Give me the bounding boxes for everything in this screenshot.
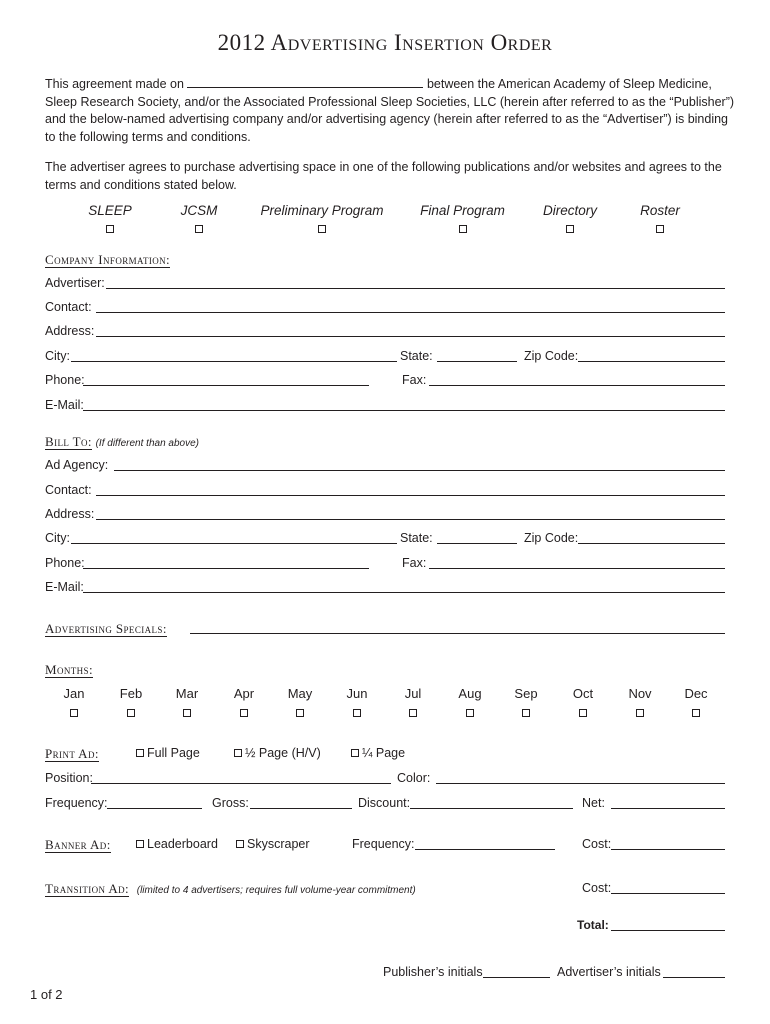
zip-field[interactable] [578, 361, 725, 362]
skyscraper-checkbox[interactable] [236, 840, 244, 848]
month-label: Jan [63, 686, 85, 701]
month-jan-checkbox[interactable] [70, 709, 78, 717]
month-mar-checkbox[interactable] [183, 709, 191, 717]
publication-label: Directory [542, 203, 597, 218]
phone-field[interactable] [83, 385, 369, 386]
publication-label: Preliminary Program [260, 203, 384, 218]
zip-label: Zip Code: [524, 349, 579, 363]
contact-field[interactable] [96, 312, 725, 313]
publisher-initials-field[interactable] [483, 977, 550, 978]
bill-zip-field[interactable] [578, 543, 725, 544]
contact-label: Contact: [45, 300, 92, 314]
half-page-label: ½ Page (H/V) [245, 746, 321, 760]
publication-jcsm [169, 203, 229, 236]
month-label: Apr [233, 686, 255, 701]
banner-cost-field[interactable] [611, 849, 725, 850]
state-label: State: [400, 349, 433, 363]
state-field[interactable] [437, 361, 517, 362]
full-page-label: Full Page [147, 746, 200, 760]
bill-to-heading: Bill To: (If different than above) [45, 434, 199, 449]
position-field[interactable] [91, 783, 391, 784]
bill-contact-label: Contact: [45, 483, 92, 497]
publication-directory-checkbox[interactable] [566, 225, 574, 233]
agree-line2: terms and conditions stated below. [45, 177, 237, 192]
month-label: Oct [572, 686, 594, 701]
month-label: Aug [458, 686, 482, 701]
month-jan [54, 686, 94, 720]
advertising-specials-field[interactable] [190, 633, 725, 634]
publication-label: Final Program [420, 203, 505, 218]
publisher-initials-label: Publisher’s initials [383, 965, 483, 979]
full-page-checkbox[interactable] [136, 749, 144, 757]
bill-fax-field[interactable] [429, 568, 725, 569]
advertising-specials-heading: Advertising Specials: [45, 621, 167, 636]
ad-agency-label: Ad Agency: [45, 458, 109, 472]
month-dec [676, 686, 716, 720]
publication-label: Roster [640, 203, 680, 218]
month-jul-checkbox[interactable] [409, 709, 417, 717]
bill-fax-label: Fax: [402, 556, 427, 570]
ad-agency-field[interactable] [114, 470, 725, 471]
bill-address-field[interactable] [96, 519, 725, 520]
month-label: May [287, 686, 313, 701]
month-may [280, 686, 320, 720]
city-label: City: [45, 349, 70, 363]
month-label: Mar [175, 686, 199, 701]
net-field[interactable] [611, 808, 725, 809]
total-label: Total: [577, 918, 609, 932]
month-label: Jun [346, 686, 368, 701]
transition-cost-label: Cost: [582, 881, 612, 895]
skyscraper-label: Skyscraper [247, 837, 310, 851]
page-number: 1 of 2 [30, 987, 63, 1002]
bill-email-field[interactable] [83, 592, 725, 593]
publication-roster [630, 203, 690, 236]
banner-frequency-label: Frequency: [352, 837, 415, 851]
color-field[interactable] [436, 783, 725, 784]
banner-frequency-field[interactable] [415, 849, 555, 850]
address-field[interactable] [96, 336, 725, 337]
bill-phone-field[interactable] [83, 568, 369, 569]
company-info-heading: Company Information: [45, 252, 171, 267]
publication-roster-checkbox[interactable] [656, 225, 664, 233]
print-ad-heading: Print Ad: [45, 746, 99, 761]
intro-part1: This agreement made on [45, 77, 184, 91]
month-jun [337, 686, 377, 720]
month-nov [620, 686, 660, 720]
month-aug [450, 686, 490, 720]
publication-label: JCSM [180, 203, 218, 218]
banner-leaderboard-option[interactable] [136, 837, 218, 851]
transition-cost-field[interactable] [611, 893, 725, 894]
bill-phone-label: Phone: [45, 556, 85, 570]
publication-sleep [80, 203, 140, 236]
discount-field[interactable] [410, 808, 573, 809]
publication-jcsm-checkbox[interactable] [195, 225, 203, 233]
publication-sleep-checkbox[interactable] [106, 225, 114, 233]
print-frequency-label: Frequency: [45, 796, 108, 810]
month-dec-checkbox[interactable] [692, 709, 700, 717]
publication-preliminary-program-checkbox[interactable] [318, 225, 326, 233]
print-ad-quarter-page-option[interactable] [351, 746, 405, 760]
gross-field[interactable] [250, 808, 352, 809]
bill-email-label: E-Mail: [45, 580, 84, 594]
month-label: Dec [684, 686, 708, 701]
month-apr [224, 686, 264, 720]
leaderboard-checkbox[interactable] [136, 840, 144, 848]
bill-contact-field[interactable] [96, 495, 725, 496]
month-oct-checkbox[interactable] [579, 709, 587, 717]
fax-label: Fax: [402, 373, 427, 387]
intro-part2: between the American Academy of Sleep Medicine, [426, 77, 712, 91]
transition-ad-heading: Transition Ad: (limited to 4 advertisers; requires full volume-year commitment) [45, 881, 416, 896]
month-sep-checkbox[interactable] [522, 709, 530, 717]
advertiser-label: Advertiser: [45, 276, 105, 290]
month-jul [393, 686, 433, 720]
print-ad-full-page-option[interactable] [136, 746, 200, 760]
color-label: Color: [397, 771, 431, 785]
publication-final-program [410, 203, 515, 236]
address-label: Address: [45, 324, 95, 338]
banner-ad-heading: Banner Ad: [45, 837, 111, 852]
month-jun-checkbox[interactable] [353, 709, 361, 717]
month-nov-checkbox[interactable] [636, 709, 644, 717]
total-field[interactable] [611, 930, 725, 931]
publication-directory [530, 203, 610, 236]
agree-line1: The advertiser agrees to purchase advertising space in one of the following publications and/or websites and agrees to the [45, 160, 722, 174]
month-may-checkbox[interactable] [296, 709, 304, 717]
advertiser-field[interactable] [106, 288, 725, 289]
month-label: Nov [628, 686, 652, 701]
month-mar [167, 686, 207, 720]
publication-final-program-checkbox[interactable] [459, 225, 467, 233]
email-field[interactable] [83, 410, 725, 411]
intro-line2: Sleep Research Society, and/or the Associated Professional Sleep Societies, LLC (herein after referred to as the “Publisher”) [45, 94, 735, 109]
month-oct [563, 686, 603, 720]
net-label: Net: [582, 796, 605, 810]
advertiser-initials-label: Advertiser’s initials [557, 965, 661, 979]
agree-paragraph [45, 159, 735, 194]
publication-label: SLEEP [88, 203, 132, 218]
quarter-page-label: ¼ Page [362, 746, 406, 760]
city-field[interactable] [71, 361, 397, 362]
leaderboard-label: Leaderboard [147, 837, 218, 851]
email-label: E-Mail: [45, 398, 84, 412]
fax-field[interactable] [429, 385, 725, 386]
agreement-date-field[interactable] [187, 75, 423, 88]
bill-city-label: City: [45, 531, 70, 545]
position-label: Position: [45, 771, 93, 785]
month-feb [111, 686, 151, 720]
months-heading: Months: [45, 662, 93, 677]
advertiser-initials-field[interactable] [663, 977, 725, 978]
month-apr-checkbox[interactable] [240, 709, 248, 717]
half-page-checkbox[interactable] [234, 749, 242, 757]
banner-skyscraper-option[interactable] [236, 837, 310, 851]
intro-line4: to the following terms and conditions. [45, 129, 251, 144]
month-feb-checkbox[interactable] [127, 709, 135, 717]
month-label: Jul [404, 686, 422, 701]
bill-state-field[interactable] [437, 543, 517, 544]
gross-label: Gross: [212, 796, 249, 810]
bill-address-label: Address: [45, 507, 95, 521]
month-aug-checkbox[interactable] [466, 709, 474, 717]
intro-paragraph [45, 75, 735, 146]
month-sep [506, 686, 546, 720]
form-title: 2012 Advertising Insertion Order [217, 30, 553, 55]
bill-zip-label: Zip Code: [524, 531, 579, 545]
bill-to-note: (If different than above) [95, 438, 199, 449]
intro-line3: and the below-named advertising company and/or advertising agency (herein after referred to as the “Advertiser”) is binding [45, 112, 729, 126]
transition-ad-note: (limited to 4 advertisers; requires full volume-year commitment) [136, 885, 416, 896]
discount-label: Discount: [358, 796, 411, 810]
month-label: Sep [514, 686, 538, 701]
publication-preliminary-program [252, 203, 392, 236]
banner-cost-label: Cost: [582, 837, 612, 851]
print-ad-half-page-option[interactable] [234, 746, 321, 760]
bill-state-label: State: [400, 531, 433, 545]
quarter-page-checkbox[interactable] [351, 749, 359, 757]
phone-label: Phone: [45, 373, 85, 387]
print-frequency-field[interactable] [107, 808, 202, 809]
bill-city-field[interactable] [71, 543, 397, 544]
month-label: Feb [119, 686, 143, 701]
